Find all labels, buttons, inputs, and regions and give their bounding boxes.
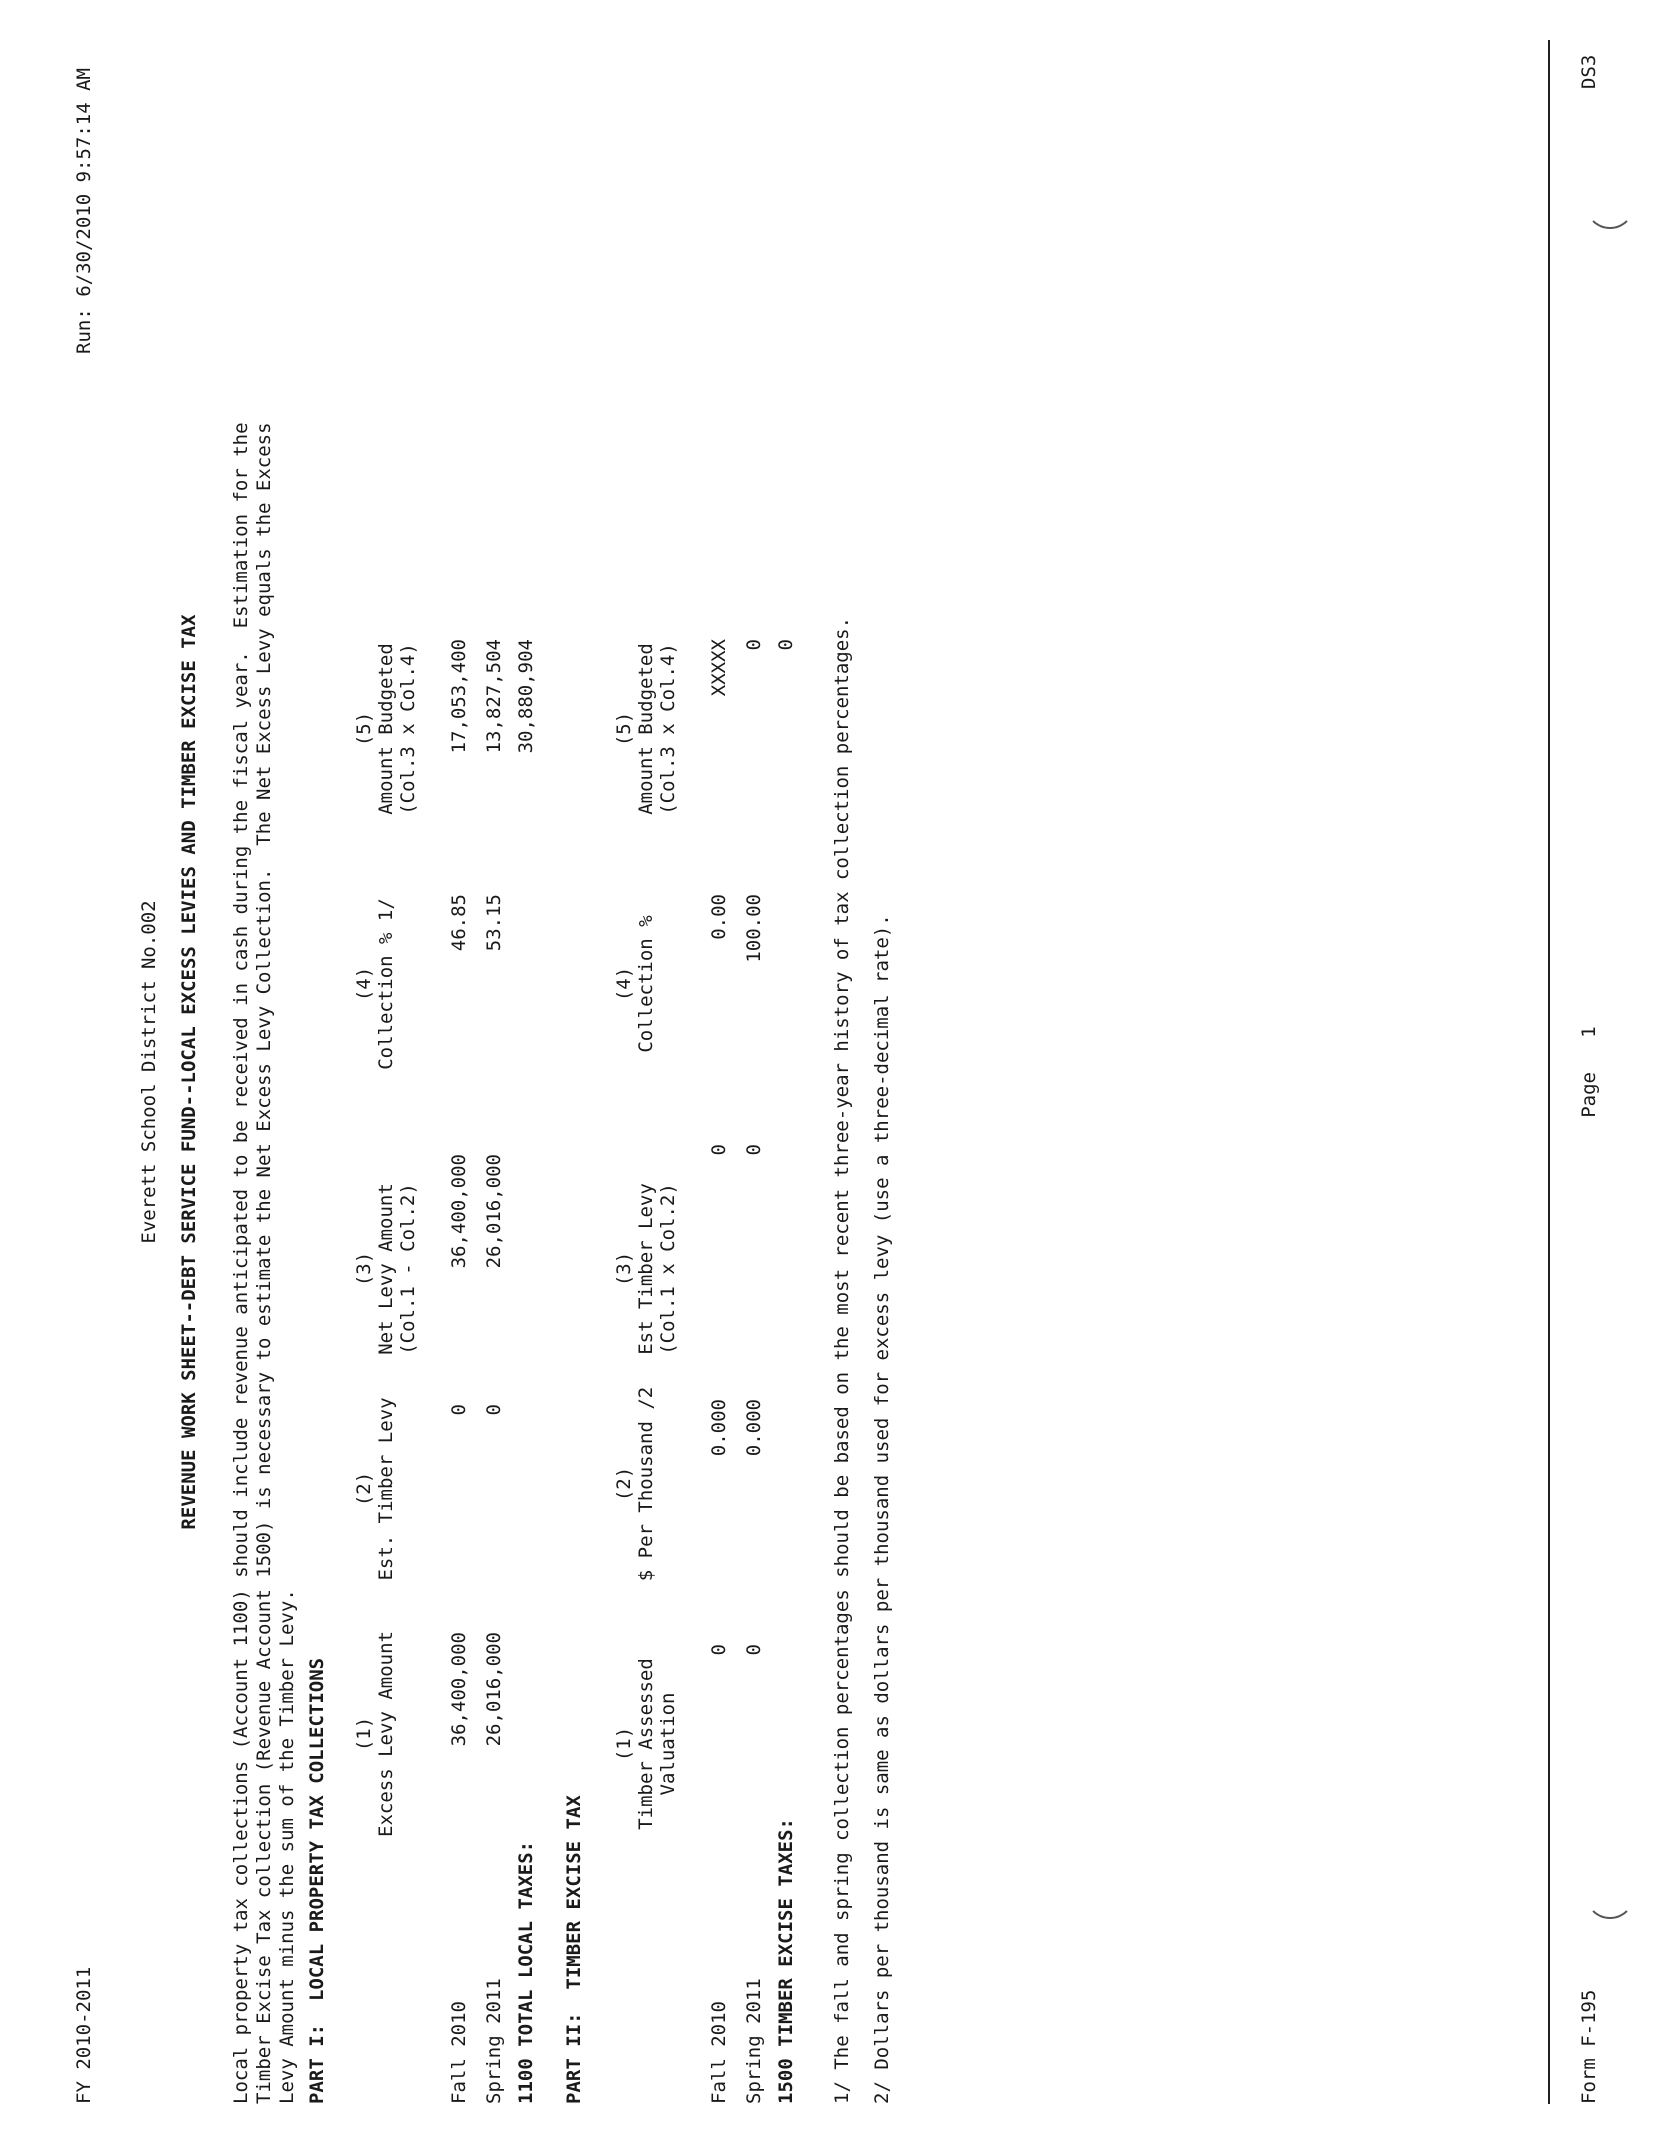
part1-row2-amount-budgeted: 13,827,504 — [483, 639, 505, 754]
part2-row1-label: Fall 2010 — [708, 2001, 730, 2104]
part2-row2-collection-pct: 100.00 — [743, 894, 765, 963]
part2-col3-formula: (Col.1 x Col.2) — [657, 1183, 679, 1355]
part2-col4-number: (4) — [613, 966, 635, 1002]
part1-col4-number: (4) — [353, 966, 375, 1002]
intro-line-1: Local property tax collections (Account 1100) should include revenue anticipated to be received in cash during the fiscal year. Estimation for the — [230, 422, 252, 2104]
footnote-2: 2/ Dollars per thousand is same as dollars per thousand used for excess levy (use a three-decimal rate). — [871, 914, 893, 2104]
part2-total-value: 0 — [775, 639, 797, 651]
part1-col4-header: Collection % 1/ — [375, 898, 397, 1070]
part1-col2-header: Est. Timber Levy — [375, 1397, 397, 1581]
part1-row1-net-levy: 36,400,000 — [448, 1154, 470, 1269]
part2-total-label: 1500 TIMBER EXCISE TAXES: — [775, 1818, 797, 2104]
part1-row2-net-levy: 26,016,000 — [483, 1154, 505, 1269]
part2-col1-header: Timber Assessed — [635, 1658, 657, 1830]
part1-total-value: 30,880,904 — [515, 639, 537, 754]
part2-row2-label: Spring 2011 — [743, 1978, 765, 2104]
part1-row1-label: Fall 2010 — [448, 2001, 470, 2104]
fiscal-year: FY 2010-2011 — [73, 1966, 95, 2104]
part2-row1-amount-budgeted: XXXXX — [708, 639, 730, 697]
part2-row1-per-thousand: 0.000 — [708, 1399, 730, 1457]
part2-col5-number: (5) — [613, 711, 635, 747]
part2-heading: PART II: TIMBER EXCISE TAX — [563, 1795, 585, 2104]
part2-col3-number: (3) — [613, 1251, 635, 1287]
part2-col5-header: Amount Budgeted — [635, 643, 657, 815]
part1-col1-number: (1) — [353, 1716, 375, 1752]
part2-row1-timber-levy: 0 — [708, 1144, 730, 1156]
part1-col5-header: Amount Budgeted — [375, 643, 397, 815]
part1-row2-timber-levy: 0 — [483, 1404, 505, 1416]
part2-row2-per-thousand: 0.000 — [743, 1399, 765, 1457]
footnote-1: 1/ The fall and spring collection percentages should be based on the most recent three-year history of tax collection percentages. — [831, 616, 853, 2104]
form-code: DS3 — [1578, 54, 1600, 89]
part1-row2-collection-pct: 53.15 — [483, 894, 505, 952]
part2-col2-header: $ Per Thousand /2 — [635, 1386, 657, 1582]
part2-row2-timber-levy: 0 — [743, 1144, 765, 1156]
report-title: REVENUE WORK SHEET--DEBT SERVICE FUND--LOCAL EXCESS LEVIES AND TIMBER EXCISE TAX — [178, 614, 200, 1530]
part1-col1-header: Excess Levy Amount — [375, 1631, 397, 1837]
part2-col4-header: Collection % — [635, 915, 657, 1053]
part1-heading: PART I: LOCAL PROPERTY TAX COLLECTIONS — [306, 1657, 328, 2104]
run-timestamp: Run: 6/30/2010 9:57:14 AM — [73, 68, 95, 354]
part1-col2-number: (2) — [353, 1471, 375, 1507]
part2-col1-header-line2: Valuation — [657, 1692, 679, 1796]
part2-col1-number: (1) — [613, 1726, 635, 1762]
part1-row1-collection-pct: 46.85 — [448, 894, 470, 952]
part1-row1-amount-budgeted: 17,053,400 — [448, 639, 470, 754]
part1-row2-label: Spring 2011 — [483, 1978, 505, 2104]
part1-row2-excess-levy: 26,016,000 — [483, 1632, 505, 1747]
part2-col3-header: Est Timber Levy — [635, 1183, 657, 1355]
part2-row1-collection-pct: 0.00 — [708, 894, 730, 940]
part2-row1-assessed-valuation: 0 — [708, 1644, 730, 1656]
part2-col2-number: (2) — [613, 1466, 635, 1502]
punch-hole-mark-right — [1585, 179, 1635, 229]
form-number: Form F-195 — [1578, 1989, 1600, 2104]
part2-row2-assessed-valuation: 0 — [743, 1644, 765, 1656]
page-number: Page 1 — [1578, 1026, 1600, 1118]
part1-col3-header: Net Levy Amount — [375, 1183, 397, 1355]
part1-col5-number: (5) — [353, 711, 375, 747]
intro-line-3: Levy Amount minus the sum of the Timber Levy. — [276, 1589, 298, 2104]
part2-col5-formula: (Col.3 x Col.4) — [657, 643, 679, 815]
part2-row2-amount-budgeted: 0 — [743, 639, 765, 651]
intro-line-2: Timber Excise Tax collection (Revenue Account 1500) is necessary to estimate the Net Excess Levy Collection. The Net Excess Levy equals the Excess — [253, 422, 275, 2104]
part1-total-label: 1100 TOTAL LOCAL TAXES: — [515, 1840, 537, 2104]
part1-col5-formula: (Col.3 x Col.4) — [397, 643, 419, 815]
footer-rule — [1548, 40, 1550, 2104]
part1-col3-formula: (Col.1 - Col.2) — [397, 1183, 419, 1355]
part1-row1-excess-levy: 36,400,000 — [448, 1632, 470, 1747]
district-name: Everett School District No.002 — [138, 900, 160, 1244]
part1-col3-number: (3) — [353, 1251, 375, 1287]
part1-row1-timber-levy: 0 — [448, 1404, 470, 1416]
punch-hole-mark-left — [1585, 1869, 1635, 1919]
